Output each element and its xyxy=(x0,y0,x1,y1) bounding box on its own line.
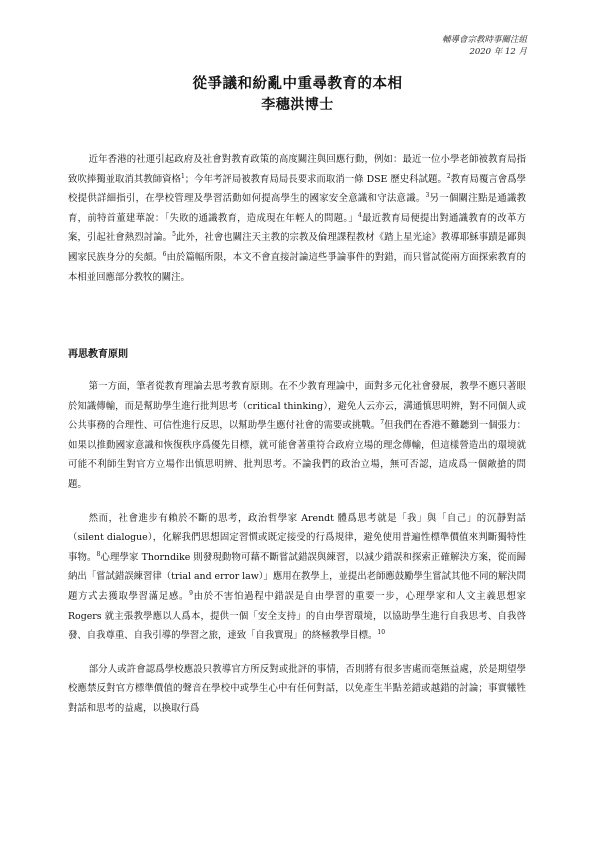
text-run: 近年香港的社運引起政府及社會對教育政策的高度關注與回應行動，例如：最近一位小學老師被教育局指致吹捧獨並取消其教師資格 xyxy=(68,154,526,185)
footnote-ref-2[interactable]: 2 xyxy=(446,172,451,180)
footnote-ref-9[interactable]: 9 xyxy=(189,589,193,597)
text-run: 教育局覆言會爲學校提供詳細指引，在學校管理及學習活動如何提高學生的國家安全意識和守法意識。 xyxy=(68,173,526,205)
footnote-ref-7[interactable]: 7 xyxy=(380,419,385,427)
header-date: 2020 年 12 月 xyxy=(469,47,527,57)
paragraph-education-principles xyxy=(68,377,526,495)
text-run: 此外，社會也關注天主教的宗教及倫理課程教材《踏上星光途》教導耶穌事蹟是鄙與國家民族身分的矣頗。 xyxy=(68,232,526,263)
section-heading: 再思教育原則 xyxy=(68,349,128,360)
paragraph-school-concerns xyxy=(68,660,526,719)
footnote-ref-5[interactable]: 5 xyxy=(172,231,176,239)
footnote-ref-10[interactable]: 10 xyxy=(377,629,386,636)
text-run: 部分人或許會認爲學校應設只教導官方所反對或批評的事情，否則將有很多害處而毫無益處，於是期望學校應禁反對官方標準價值的聲音在學校中或學生心中有任何對話，以免產生半點差錯或越錯的討論；事實犧牲對話和思考的益處，以換取行爲 xyxy=(68,663,526,714)
text-run: 另一個關注點是通識教育，前特首董建華說：「失敗的通識教育，造成現在年輕人的問題。」 xyxy=(68,193,526,224)
text-run: 但我們在香港不難聽到一個張力：如果以推動國家意識和恢復秩序爲優先目標，就可能會著重符合政府立場的理念傳輸，但這樣營造出的環境就可能不利師生對官方立場作出慎思明辨、批判思考。不論我們的政治立場，無可否認，這成爲一個敵搶的問題。 xyxy=(68,420,526,490)
document-title: 從爭議和紛亂中重尋教育的本相 xyxy=(192,75,403,92)
footnote-ref-3[interactable]: 3 xyxy=(425,192,430,200)
paragraph-thinking-theories xyxy=(68,509,526,646)
footnote-ref-6[interactable]: 6 xyxy=(162,250,167,258)
section-body xyxy=(68,377,526,733)
header-organization-date xyxy=(442,34,527,58)
text-run: 由於不害怕過程中錯誤是自由學習的重要一步，心理學家和人文主義思想家 Rogers 就主張教學應以人爲本，提供一個「安全支持」的自由學習環境，以協助學生進行自我思考、自我啓發、自我尊重、自我引導的學習之旅，達致「自我實現」的終極教學目標。 xyxy=(68,590,526,642)
paragraph-intro xyxy=(68,150,526,287)
text-run: 最近教育局便提出對通識教育的改革方案，引起社會熱烈討論。 xyxy=(68,212,526,244)
text-run: 由於篇幅所限，本文不會直接討論這些爭論事件的對錯，而只嘗試從兩方面探索教育的本相並回應部分教牧的關注。 xyxy=(68,251,526,283)
footnote-ref-4[interactable]: 4 xyxy=(357,211,362,219)
header-organization: 輔導會宗教時事關注組 xyxy=(441,35,527,45)
intro-section xyxy=(68,150,526,301)
footnote-ref-1[interactable]: 1 xyxy=(180,172,185,180)
document-author: 李穗洪博士 xyxy=(261,97,334,113)
text-run: 第一方面，筆者從教育理論去思考教育原則。在不少教育理論中，面對多元化社會發展，教學不應只著眼於知識傳輸，而是幫助學生進行批判思考（critical thinking），避免人云亦云，溝通慎思明辨，對不同個人或公共事務的合理性、可信性進行反思，以幫助學生應付社會的需要或挑戰。 xyxy=(68,381,526,432)
footnote-ref-8[interactable]: 8 xyxy=(96,550,101,558)
text-run: 心理學家 Thorndike 則發現動物可藉不斷嘗試錯誤與練習，以減少錯誤和探索正確解決方案，從而歸納出「嘗試錯誤練習律（trial and error law）」應用在教學上，並提出老師應鼓勵學生嘗試其他不同的解決問題方式去獲取學習滿足感。 xyxy=(68,551,526,602)
text-run: 然而，社會進步有賴於不斷的思考，政治哲學家 Arendt 體爲思考就是「我」與「自己」的沉靜對話（silent dialogue），化解我們思想固定習慣或既定接受的行爲規律，避免使用普遍性標準價值來判斷獨特性事物。 xyxy=(68,512,526,563)
text-run: ；今年考評局被教育局局長要求而取消一條 DSE 歷史科試題。 xyxy=(184,173,447,185)
